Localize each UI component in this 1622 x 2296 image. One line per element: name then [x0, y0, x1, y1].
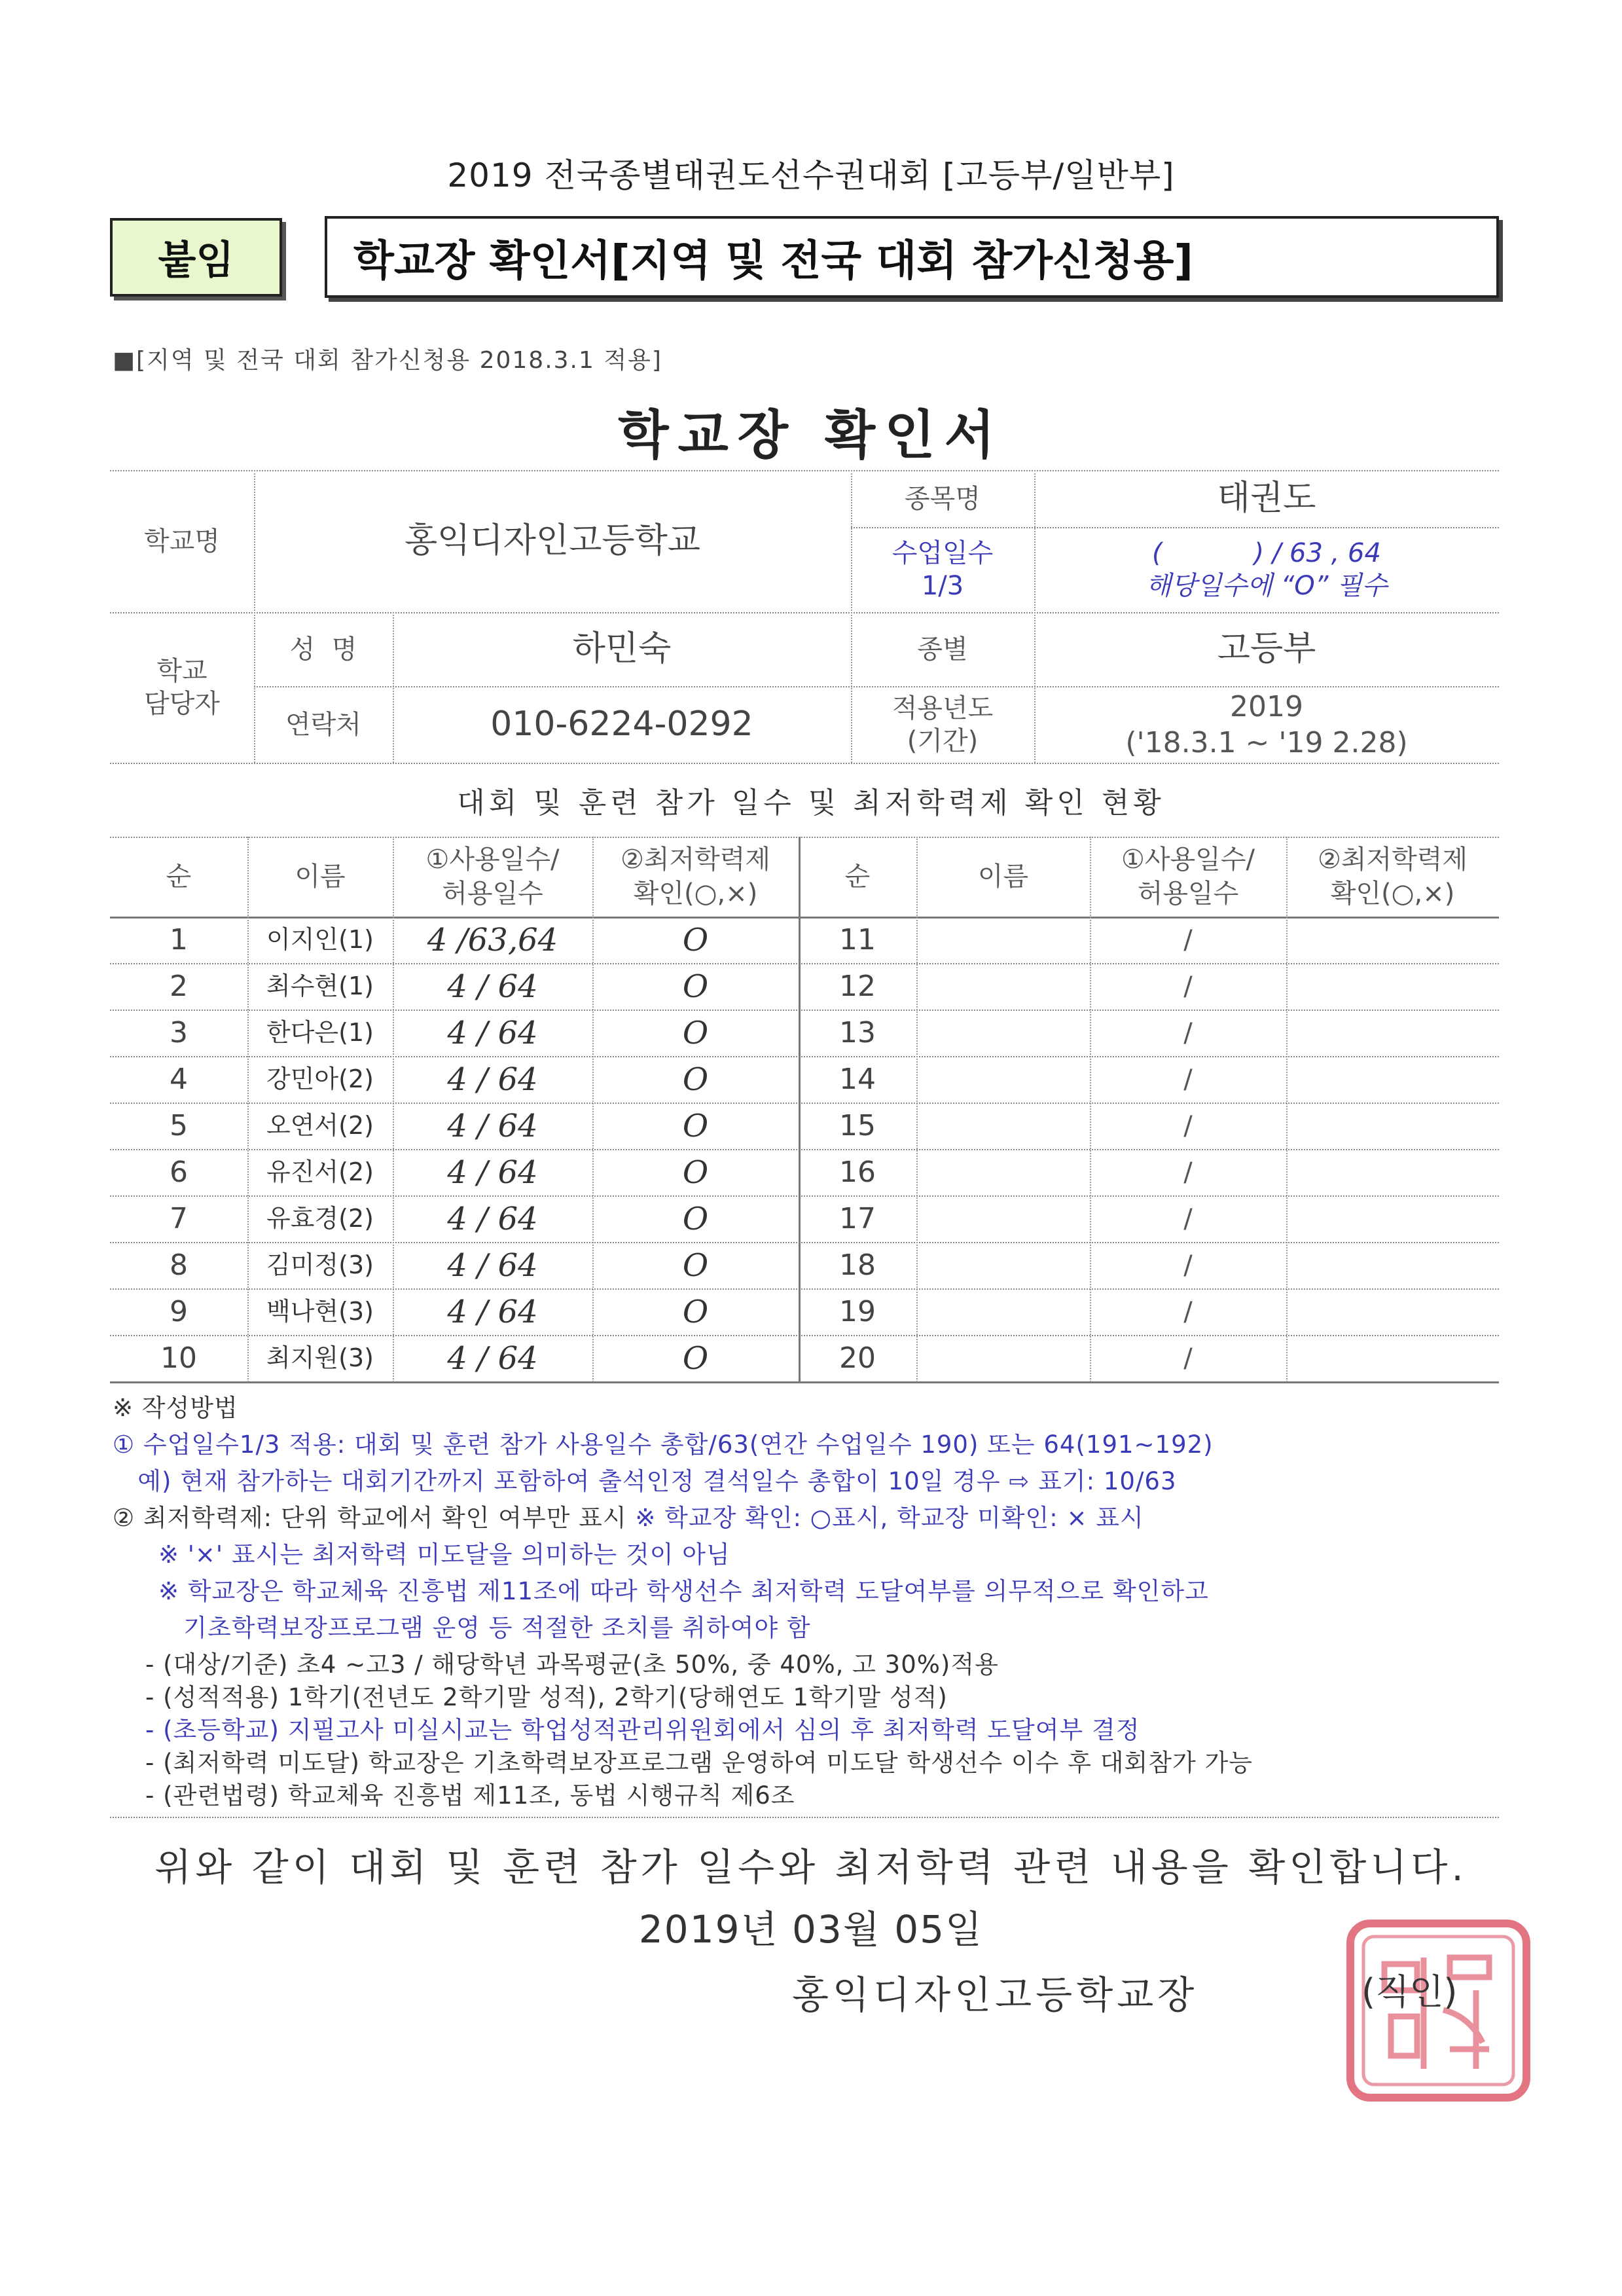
banner-title: 학교장 확인서[지역 및 전국 대회 참가신청용]	[325, 216, 1499, 298]
class-days-value-line1: ( ) / 63 , 64	[1152, 538, 1381, 568]
manager-label	[110, 612, 254, 763]
days-used-right: /	[1183, 924, 1193, 955]
sport-label: 종목명	[905, 483, 981, 514]
days-used: 4 /63,64	[427, 921, 558, 958]
academic-check: O	[682, 921, 709, 958]
academic-check: O	[682, 1200, 709, 1237]
row-number-right: 16	[839, 1156, 876, 1189]
header-days-line1: ①사용일수/	[425, 845, 560, 875]
student-name: 이지인(1)	[266, 924, 374, 954]
note-5: ※ 학교장은 학교체육 진흥법 제11조에 따라 학생선수 최저학력 도달여부를 의무적으로 확인하고	[158, 1577, 1209, 1605]
academic-check: O	[682, 1061, 709, 1098]
days-used-right: /	[1183, 1250, 1193, 1281]
school-value: 홍익디자인고등학교	[404, 521, 701, 560]
notes-heading: ※ 작성방법	[113, 1394, 238, 1422]
header-academic	[592, 837, 799, 917]
student-name: 강민아(2)	[266, 1064, 374, 1093]
note-3-text: ② 최저학력제: 단위 학교에서 확인 여부만 표시	[113, 1504, 636, 1532]
academic-check: O	[682, 1339, 709, 1377]
header-academic-right-line1: ②최저학력제	[1317, 845, 1468, 875]
days-used: 4 / 64	[447, 1200, 538, 1237]
contact-value: 010-6224-0292	[490, 704, 753, 744]
row-number-right: 14	[839, 1063, 876, 1096]
row-number: 4	[170, 1063, 188, 1096]
manager-label-line1: 학교	[156, 656, 207, 686]
note-9: - (초등학교) 지필고사 미실시교는 학업성적관리위원회에서 심의 후 최저학력 도달여부 결정	[145, 1716, 1140, 1744]
manager-label-line2: 담당자	[144, 689, 220, 719]
header-academic-line2: 확인(○,×)	[633, 879, 758, 909]
row-number: 10	[160, 1341, 197, 1375]
info-line	[110, 763, 1499, 764]
student-name: 백나현(3)	[266, 1296, 374, 1326]
header-name: 이름	[295, 862, 346, 892]
student-name: 유효경(2)	[266, 1203, 374, 1233]
name-label: 성 명	[289, 634, 357, 665]
days-used-right: /	[1183, 1017, 1193, 1048]
year-value-line2: ('18.3.1 ~ '19 2.28)	[1125, 725, 1408, 759]
notes-bottom-line	[110, 1817, 1499, 1818]
days-used: 4 / 64	[447, 1293, 538, 1330]
note-8: - (성적적용) 1학기(전년도 2학기말 성적), 2학기(당해연도 1학기말 성적)	[145, 1683, 948, 1711]
class-days-label	[851, 527, 1034, 612]
days-used: 4 / 64	[447, 1247, 538, 1284]
note-4: ※ '×' 표시는 최저학력 미도달을 의미하는 것이 아님	[158, 1540, 730, 1569]
division-label: 종별	[917, 634, 968, 665]
attachment-tag: 붙임	[110, 218, 282, 297]
table-divider	[916, 837, 918, 1382]
confirmation-date: 2019년 03월 05일	[638, 1907, 984, 1952]
days-used-right: /	[1183, 971, 1193, 1002]
year-label-line1: 적용년도	[892, 693, 994, 723]
header-academic-line1: ②최저학력제	[620, 845, 771, 875]
days-used: 4 / 64	[447, 1014, 538, 1051]
student-name: 최지원(3)	[266, 1343, 374, 1372]
class-days-label-line2: 1/3	[921, 571, 964, 601]
row-number-right: 11	[839, 923, 876, 957]
year-value	[1034, 686, 1499, 763]
header-name-right: 이름	[977, 862, 1029, 892]
note-3	[113, 1498, 1144, 1533]
row-number-right: 15	[839, 1109, 876, 1142]
name-value: 하민숙	[572, 629, 672, 668]
note-2: 예) 현재 참가하는 대회기간까지 포함하여 출석인정 결석일수 총합이 10일 경우 ⇨ 표기: 10/63	[113, 1467, 1177, 1495]
academic-check: O	[682, 1247, 709, 1284]
student-name: 최수현(1)	[266, 971, 374, 1000]
row-number: 5	[170, 1109, 188, 1142]
days-used-right: /	[1183, 1343, 1193, 1374]
academic-check: O	[682, 1154, 709, 1191]
table-divider	[1286, 837, 1288, 1382]
header-academic-right	[1286, 837, 1499, 917]
class-days-value	[1034, 527, 1499, 612]
division-value: 고등부	[1217, 629, 1316, 668]
row-number-right: 12	[839, 970, 876, 1003]
header-academic-right-line2: 확인(○,×)	[1330, 879, 1455, 909]
days-used-right: /	[1183, 1203, 1193, 1234]
header-days-line2: 허용일수	[442, 879, 543, 909]
year-label	[851, 686, 1034, 763]
note-10: - (최저학력 미도달) 학교장은 기초학력보장프로그램 운영하여 미도달 학생선수 이수 후 대회참가 가능	[145, 1749, 1253, 1777]
days-used-right: /	[1183, 1110, 1193, 1141]
row-number: 3	[170, 1016, 188, 1049]
note-7: - (대상/기준) 초4 ~고3 / 해당학년 과목평균(초 50%, 중 40%, 고 30%)적용	[145, 1650, 999, 1679]
note-11: - (관련법령) 학교체육 진흥법 제11조, 동법 시행규칙 제6조	[145, 1781, 795, 1810]
student-name: 김미정(3)	[266, 1250, 374, 1279]
row-number: 1	[170, 923, 188, 957]
application-note: ■[지역 및 전국 대회 참가신청용 2018.3.1 적용]	[113, 347, 662, 374]
contact-label: 연락처	[285, 709, 361, 740]
year-value-line1: 2019	[1230, 689, 1303, 723]
table-bottom-line	[110, 1381, 1499, 1383]
principal-name: 홍익디자인고등학교장	[792, 1973, 1198, 2017]
row-number-right: 20	[839, 1341, 876, 1375]
header-days	[393, 837, 592, 917]
days-used: 4 / 64	[447, 968, 538, 1005]
row-number-right: 18	[839, 1248, 876, 1282]
academic-check: O	[682, 1293, 709, 1330]
days-used-right: /	[1183, 1296, 1193, 1327]
days-used-right: /	[1183, 1064, 1193, 1095]
header-days-right-line1: ①사용일수/	[1121, 845, 1255, 875]
class-days-value-line2: 해당일수에 “O” 필수	[1145, 571, 1388, 601]
header-no: 순	[166, 862, 192, 892]
row-number: 8	[170, 1248, 188, 1282]
row-number-right: 19	[839, 1295, 876, 1328]
academic-check: O	[682, 1107, 709, 1144]
table-title: 대회 및 훈련 참가 일수 및 최저학력제 확인 현황	[457, 786, 1165, 820]
row-number: 7	[170, 1202, 188, 1235]
note-3-emphasis: ※ 학교장 확인: ○표시, 학교장 미확인: × 표시	[635, 1504, 1144, 1532]
days-used-right: /	[1183, 1157, 1193, 1188]
document-title: 학교장 확인서	[618, 405, 1004, 465]
days-used: 4 / 64	[447, 1107, 538, 1144]
academic-check: O	[682, 968, 709, 1005]
sport-value: 태권도	[1217, 479, 1316, 518]
school-label: 학교명	[144, 526, 220, 556]
academic-check: O	[682, 1014, 709, 1051]
row-number: 2	[170, 970, 188, 1003]
header-days-right	[1090, 837, 1286, 917]
row-number-right: 17	[839, 1202, 876, 1235]
student-name: 한다은(1)	[266, 1017, 374, 1047]
row-number: 6	[170, 1156, 188, 1189]
row-number: 9	[170, 1295, 188, 1328]
event-title: 2019 전국종별태권도선수권대회 [고등부/일반부]	[447, 156, 1175, 194]
days-used: 4 / 64	[447, 1061, 538, 1098]
days-used: 4 / 64	[447, 1339, 538, 1377]
year-label-line2: (기간)	[907, 725, 979, 756]
days-used: 4 / 64	[447, 1154, 538, 1191]
header-days-right-line2: 허용일수	[1137, 879, 1239, 909]
header-no-right: 순	[844, 862, 871, 892]
student-name: 오연서(2)	[266, 1110, 374, 1140]
seal-label: (직인)	[1361, 1971, 1458, 2013]
note-6: 기초학력보장프로그램 운영 등 적절한 조치를 취하여야 함	[158, 1614, 811, 1642]
note-1: ① 수업일수1/3 적용: 대회 및 훈련 참가 사용일수 총합/63(연간 수업일수 190) 또는 64(191~192)	[113, 1430, 1214, 1459]
student-name: 유진서(2)	[266, 1157, 374, 1186]
confirmation-statement: 위와 같이 대회 및 훈련 참가 일수와 최저학력 관련 내용을 확인합니다.	[154, 1845, 1468, 1889]
row-number-right: 13	[839, 1016, 876, 1049]
class-days-label-line1: 수업일수	[892, 538, 994, 568]
